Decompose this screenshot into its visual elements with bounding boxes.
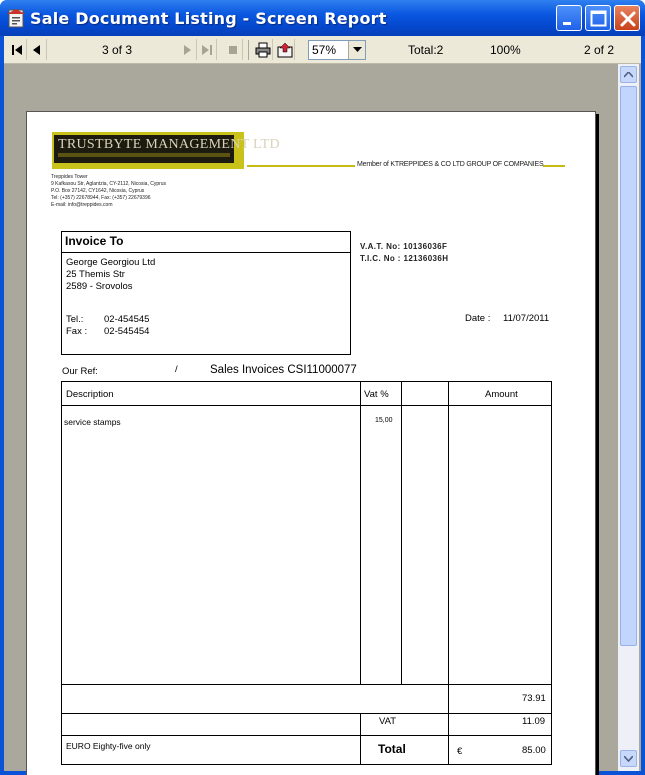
page-count: 2 of 2: [584, 43, 615, 57]
customer-city: 2589 - Srovolos: [66, 281, 133, 292]
address-line: Tel: (+357) 22678944, Fax: (+357) 22679396: [51, 195, 151, 201]
chevron-up-icon: [624, 72, 633, 78]
minimize-icon: [557, 6, 583, 32]
address-line: E-mail: info@treppides.com: [51, 202, 113, 208]
total-amount: 85.00: [522, 745, 546, 756]
close-icon: [615, 6, 641, 32]
maximize-icon: [586, 6, 612, 32]
invoice-to-box: [61, 231, 351, 355]
our-ref-label: Our Ref:: [62, 366, 98, 377]
stop-button[interactable]: [224, 39, 243, 60]
fax-label: Fax :: [66, 326, 88, 337]
divider: [543, 165, 565, 167]
next-page-icon: [181, 44, 193, 56]
line-item-description: service stamps: [64, 417, 121, 427]
total-label: Total: [378, 742, 406, 756]
line-item-vat: 15,00: [375, 417, 393, 424]
amount-in-words: EURO Eighty-five only: [66, 741, 151, 751]
export-button[interactable]: [276, 39, 295, 60]
address-line: P.O. Box 27142, CY1642, Nicosia, Cyprus: [51, 188, 145, 194]
report-app-icon: [6, 8, 26, 28]
vat-number: V.A.T. No: 10136036F: [360, 242, 448, 251]
close-button[interactable]: [614, 5, 640, 31]
column-header-vat: Vat %: [364, 389, 389, 400]
toolbar-separator: [248, 40, 249, 60]
window-client-area: [4, 36, 641, 771]
company-logo: [52, 132, 280, 169]
subtotal-amount: 73.91: [522, 693, 546, 704]
column-header-amount: Amount: [485, 389, 518, 400]
zoom-dropdown-button[interactable]: [348, 41, 365, 59]
invoice-number: Sales Invoices CSI11000077: [210, 364, 357, 376]
last-page-button[interactable]: [198, 39, 217, 60]
zoom-select[interactable]: [308, 40, 366, 60]
logo-text: TRUSTBYTE MANAGEMENT LTD: [58, 137, 280, 152]
address-line: 9 Kafkasou Str, Aglantzia, CY-2112, Nicosia, Cyprus: [51, 181, 167, 187]
scroll-down-button[interactable]: [620, 750, 637, 767]
last-page-icon: [201, 44, 213, 56]
preview-toolbar: [4, 36, 641, 64]
zoom-value: 57%: [312, 43, 337, 57]
customer-street: 25 Themis Str: [66, 269, 125, 280]
invoice-to-title: Invoice To: [65, 234, 124, 248]
previous-page-button[interactable]: [28, 39, 47, 60]
divider: [247, 165, 355, 167]
date-value: 11/07/2011: [503, 313, 550, 324]
printer-icon: [255, 42, 271, 58]
report-page: [26, 111, 596, 775]
customer-name: George Georgiou Ltd: [66, 257, 156, 268]
member-of-text: Member of KTREPPIDES & CO LTD GROUP OF COMPANIES: [357, 161, 544, 168]
stop-icon: [227, 44, 239, 56]
scrollbar-thumb[interactable]: [620, 86, 637, 646]
tic-number: T.I.C. No : 12136036H: [360, 254, 449, 263]
chevron-down-icon: [353, 47, 362, 53]
our-ref-separator: /: [175, 364, 178, 375]
tel-label: Tel.:: [66, 314, 84, 325]
customer-tel: 02-454545: [104, 314, 150, 325]
date-label: Date :: [465, 313, 491, 324]
window-title: Sale Document Listing - Screen Report: [30, 9, 387, 28]
scroll-up-button[interactable]: [620, 66, 637, 83]
report-preview-area[interactable]: [4, 64, 641, 771]
column-header-description: Description: [66, 389, 114, 400]
vat-amount: 11.09: [522, 716, 546, 727]
page-position: 3 of 3: [102, 43, 133, 57]
line-items-table: [61, 381, 552, 765]
vertical-scrollbar[interactable]: [618, 64, 639, 771]
maximize-button[interactable]: [585, 5, 611, 31]
vat-label: VAT: [379, 716, 397, 727]
first-page-icon: [11, 44, 23, 56]
chevron-down-icon: [624, 756, 633, 762]
total-count: Total:2: [408, 43, 444, 57]
progress-percent: 100%: [490, 43, 521, 57]
previous-page-icon: [31, 44, 43, 56]
first-page-button[interactable]: [8, 39, 27, 60]
customer-fax: 02-545454: [104, 326, 150, 337]
print-button[interactable]: [254, 39, 273, 60]
address-line: Treppides Tower: [51, 174, 88, 180]
title-bar[interactable]: [0, 0, 645, 36]
export-icon: [277, 42, 293, 58]
currency-symbol: €: [457, 746, 463, 757]
minimize-button[interactable]: [556, 5, 582, 31]
invoice-date: [465, 313, 549, 324]
next-page-button[interactable]: [178, 39, 197, 60]
